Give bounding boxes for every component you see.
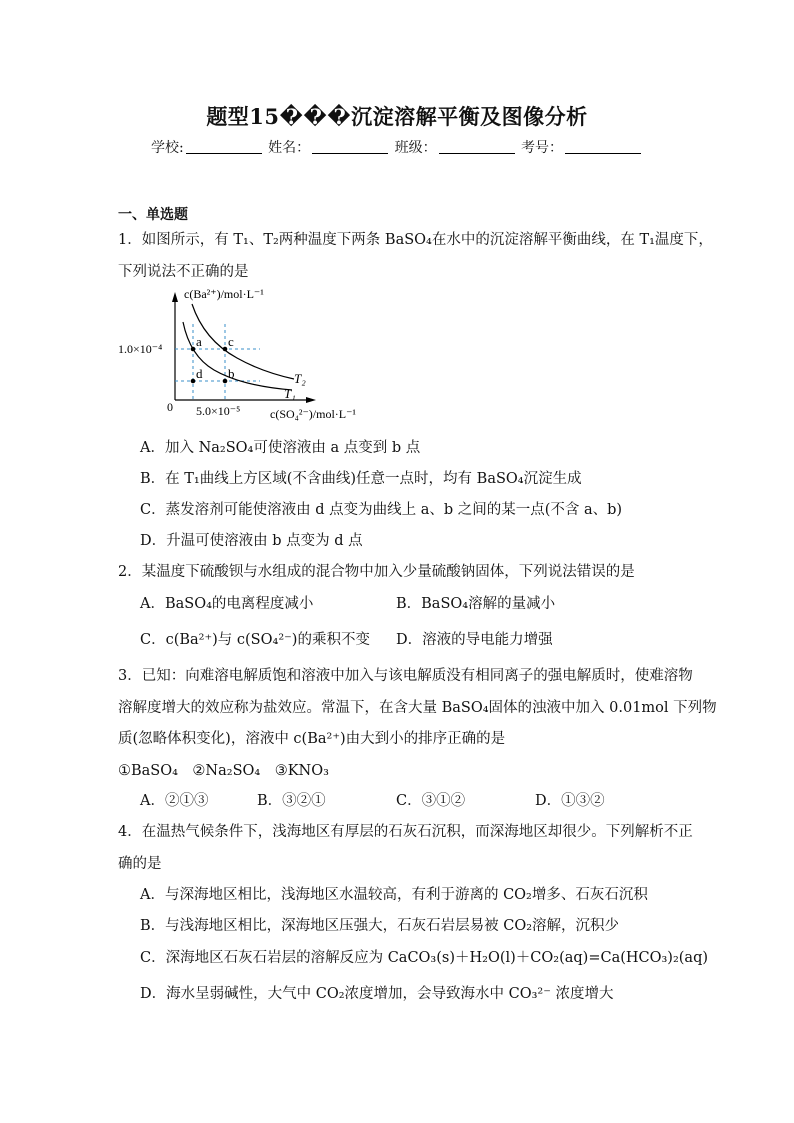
x-axis-arrow: [306, 397, 316, 403]
class-label: 班级：: [394, 140, 437, 156]
point-d: [191, 379, 196, 384]
school-label: 学校:: [150, 140, 184, 156]
label-c: c: [228, 334, 234, 349]
y-tick-label: 1.0×10⁻⁴: [118, 342, 163, 356]
label-d: d: [196, 366, 203, 381]
name-label: 姓名：: [268, 140, 311, 156]
point-a: [191, 347, 196, 352]
curve-t2: [192, 304, 294, 379]
q4-stem-line2: 确的是: [118, 856, 162, 872]
y-axis-label: c(Ba²⁺)/mol·L⁻¹: [184, 287, 264, 301]
q3-stem-line3: 质(忽略体积变化)，溶液中 c(Ba²⁺)由大到小的排序正确的是: [118, 731, 506, 747]
q2-option-b[interactable]: B．BaSO₄溶解的量减小: [396, 596, 556, 612]
number-label: 考号：: [521, 140, 564, 156]
q1-stem-line2: 下列说法不正确的是: [118, 264, 249, 280]
q3-option-a[interactable]: A．②①③: [140, 793, 209, 809]
class-blank[interactable]: [439, 139, 515, 154]
q4-option-b[interactable]: B．与浅海地区相比，深海地区压强大，石灰石岩层易被 CO₂溶解，沉积少: [140, 918, 620, 934]
name-blank[interactable]: [312, 139, 388, 154]
origin-label: 0: [167, 400, 173, 414]
school-blank[interactable]: [186, 139, 262, 154]
q1-stem-line1: 1．如图所示，有 T₁、T₂两种温度下两条 BaSO₄在水中的沉淀溶解平衡曲线，在 T₁温度下，: [118, 232, 713, 248]
point-c: [223, 347, 228, 352]
q1-option-b[interactable]: B．在 T₁曲线上方区域(不含曲线)任意一点时，均有 BaSO₄沉淀生成: [140, 471, 582, 487]
q3-option-d[interactable]: D．①③②: [535, 793, 605, 809]
section-heading: 一、单选题: [118, 207, 188, 223]
label-t2: T₂: [294, 371, 306, 386]
point-b: [223, 379, 228, 384]
q3-stem-line2: 溶解度增大的效应称为盐效应。常温下，在含大量 BaSO₄固体的浊液中加入 0.01mol 下列物: [118, 700, 717, 716]
q4-option-c[interactable]: C．深海地区石灰石岩层的溶解反应为 CaCO₃(s)＋H₂O(l)＋CO₂(aq)=Ca(HCO₃)₂(aq): [140, 950, 709, 966]
q2-option-d[interactable]: D．溶液的导电能力增强: [396, 632, 553, 648]
q3-stem-line1: 3．已知：向难溶电解质饱和溶液中加入与该电解质没有相同离子的强电解质时，使难溶物: [118, 668, 693, 684]
label-a: a: [196, 334, 202, 349]
label-t1: T₁: [284, 386, 296, 401]
q3-substances: ①BaSO₄ ②Na₂SO₄ ③KNO₃: [118, 763, 329, 779]
q2-option-c[interactable]: C．c(Ba²⁺)与 c(SO₄²⁻)的乘积不变: [140, 632, 370, 648]
q2-option-a[interactable]: A．BaSO₄的电离程度减小: [140, 596, 314, 612]
q4-stem-line1: 4．在温热气候条件下，浅海地区有厚层的石灰石沉积，而深海地区却很少。下列解析不正: [118, 824, 693, 840]
q2-stem: 2．某温度下硫酸钡与水组成的混合物中加入少量硫酸钠固体，下列说法错误的是: [118, 564, 635, 580]
q3-option-c[interactable]: C．③①②: [396, 793, 466, 809]
q1-option-d[interactable]: D．升温可使溶液由 b 点变为 d 点: [140, 533, 363, 549]
q1-solubility-figure: [112, 282, 372, 422]
page-title: 题型15���沉淀溶解平衡及图像分析: [206, 104, 588, 129]
student-info-line: [0, 137, 794, 157]
q3-option-b[interactable]: B．③②①: [257, 793, 326, 809]
q4-option-a[interactable]: A．与深海地区相比，浅海地区水温较高，有利于游离的 CO₂增多、石灰石沉积: [140, 887, 648, 903]
x-axis-label: c(SO₄²⁻)/mol·L⁻¹: [270, 407, 357, 421]
number-blank[interactable]: [565, 139, 641, 154]
y-axis-arrow: [172, 292, 178, 302]
q1-option-a[interactable]: A．加入 Na₂SO₄可使溶液由 a 点变到 b 点: [140, 440, 421, 456]
x-tick-label: 5.0×10⁻⁵: [196, 404, 241, 418]
label-b: b: [228, 366, 235, 381]
q1-option-c[interactable]: C．蒸发溶剂可能使溶液由 d 点变为曲线上 a、b 之间的某一点(不含 a、b): [140, 502, 623, 518]
q4-option-d[interactable]: D．海水呈弱碱性，大气中 CO₂浓度增加，会导致海水中 CO₃²⁻ 浓度增大: [140, 986, 614, 1002]
